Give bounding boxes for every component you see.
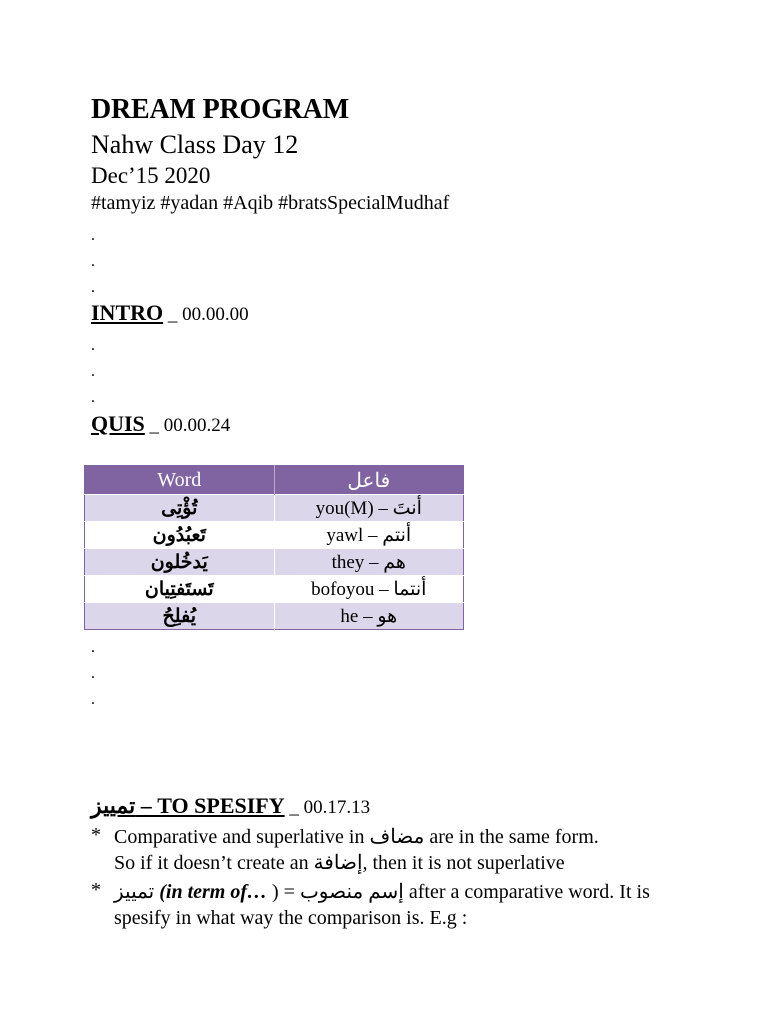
arabic-term: مضاف xyxy=(369,826,425,848)
spacer-dot: . xyxy=(91,665,95,682)
column-header-fail: فاعل xyxy=(274,466,463,495)
spacer-dot: . xyxy=(91,253,95,270)
bullet-marker: * xyxy=(91,879,101,901)
quis-heading: QUIS xyxy=(91,411,145,436)
bullet-1-line-2 xyxy=(114,850,565,875)
class-subtitle: Nahw Class Day 12 xyxy=(91,130,299,159)
fail-cell: أنتَ – you(M) xyxy=(274,495,463,522)
fail-cell: هو – he xyxy=(274,603,463,630)
arabic-term: إضافة xyxy=(313,852,363,874)
table-row xyxy=(85,576,464,603)
text-run: are in the same form. xyxy=(424,826,599,848)
hashtags: #tamyiz #yadan #Aqib #bratsSpecialMudhaf xyxy=(91,192,450,214)
class-date: Dec’15 2020 xyxy=(91,163,211,188)
page-title: DREAM PROGRAM xyxy=(91,94,349,125)
fail-cell: أنتما – bofoyou xyxy=(274,576,463,603)
intro-timestamp: _ 00.00.00 xyxy=(163,304,249,325)
text-run: after a comparative word. It is xyxy=(403,881,650,903)
spacer-dot: . xyxy=(91,691,95,708)
word-cell: يُفلِحُ xyxy=(85,603,275,630)
spacer-dot: . xyxy=(91,227,95,244)
tamyiz-timestamp: _ 00.17.13 xyxy=(284,797,371,818)
text-run: , then it is not superlative xyxy=(362,852,565,874)
fail-cell: أنتم – yawl xyxy=(274,522,463,549)
intro-section-heading xyxy=(91,300,249,326)
word-cell: تُؤْتِى xyxy=(85,495,275,522)
spacer-dot: . xyxy=(91,639,95,656)
tamyiz-heading xyxy=(91,793,285,818)
quiz-table xyxy=(84,465,464,630)
table-row xyxy=(85,603,464,630)
tamyiz-heading-english: – TO SPESIFY xyxy=(135,793,285,818)
bullet-2-line-1 xyxy=(114,879,650,904)
fail-cell: هم – they xyxy=(274,549,463,576)
quis-section-heading xyxy=(91,411,230,437)
spacer-dot: . xyxy=(91,363,95,380)
bullet-marker: * xyxy=(91,824,101,846)
italic-note: (in term of… xyxy=(154,881,268,903)
arabic-term: إسم منصوب xyxy=(299,881,404,903)
word-cell: يَدخُلون xyxy=(85,549,275,576)
quis-timestamp: _ 00.00.24 xyxy=(144,415,231,436)
text-run: ) = xyxy=(267,881,300,903)
spacer-dot: . xyxy=(91,279,95,296)
word-cell: تَعبُدُون xyxy=(85,522,275,549)
text-run: Comparative and superlative in xyxy=(114,826,370,848)
intro-heading: INTRO xyxy=(91,300,164,325)
spacer-dot: . xyxy=(91,389,95,406)
word-cell: تَستَفتِيان xyxy=(85,576,275,603)
tamyiz-section-heading xyxy=(91,793,370,819)
bullet-2-line-2: spesify in what way the comparison is. E.g : xyxy=(114,907,468,929)
arabic-term: تمييز xyxy=(114,881,155,903)
bullet-1-line-1 xyxy=(114,824,599,849)
table-row xyxy=(85,549,464,576)
table-row xyxy=(85,522,464,549)
column-header-word: Word xyxy=(85,466,275,495)
spacer-dot: . xyxy=(91,337,95,354)
table-row xyxy=(85,495,464,522)
text-run: So if it doesn’t create an xyxy=(114,852,314,874)
table-header-row xyxy=(85,466,464,495)
tamyiz-heading-arabic: تمييز xyxy=(91,793,136,818)
